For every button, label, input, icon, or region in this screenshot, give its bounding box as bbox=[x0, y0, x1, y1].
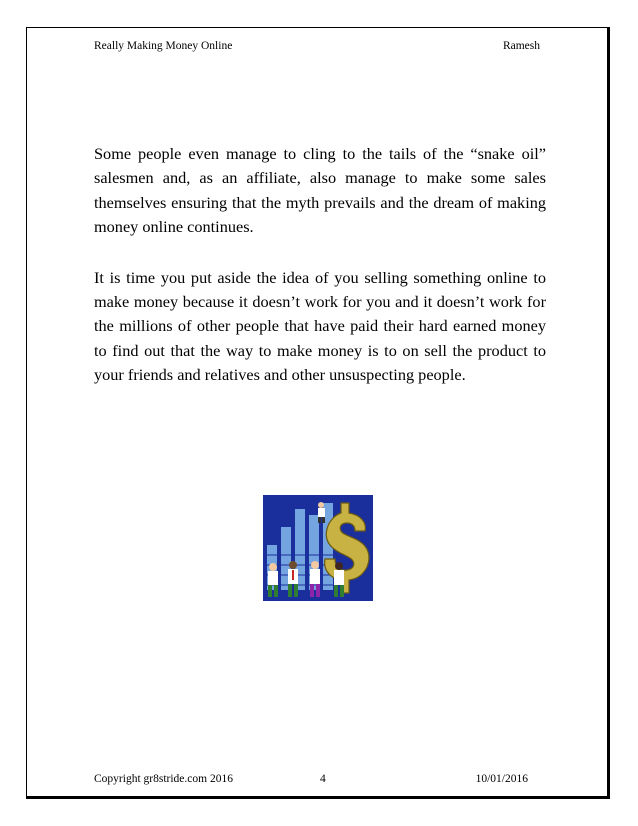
paragraph-2: It is time you put aside the idea of you selling something online to make money because it doesn’t work for you and it doesn’t work for the millions of other people that have paid their hard earned money to find out that the way to make money is to on sell the product to your friends and relatives and other unsuspecting people. bbox=[94, 267, 546, 385]
header-title: Really Making Money Online bbox=[94, 40, 233, 52]
footer-copyright: Copyright gr8stride.com 2016 bbox=[94, 773, 233, 785]
page-header bbox=[94, 40, 544, 52]
footer-date: 10/01/2016 bbox=[475, 773, 528, 785]
body-text bbox=[94, 142, 546, 414]
money-business-people-clipart bbox=[263, 495, 373, 601]
paragraph-1: Some people even manage to cling to the tails of the “snake oil” salesmen and, as an affiliate, also manage to make some sales themselves ensuring that the myth prevails and the dream of making money online continues. bbox=[94, 144, 546, 237]
footer-page-number: 4 bbox=[320, 773, 326, 785]
header-author: Ramesh bbox=[502, 40, 540, 52]
